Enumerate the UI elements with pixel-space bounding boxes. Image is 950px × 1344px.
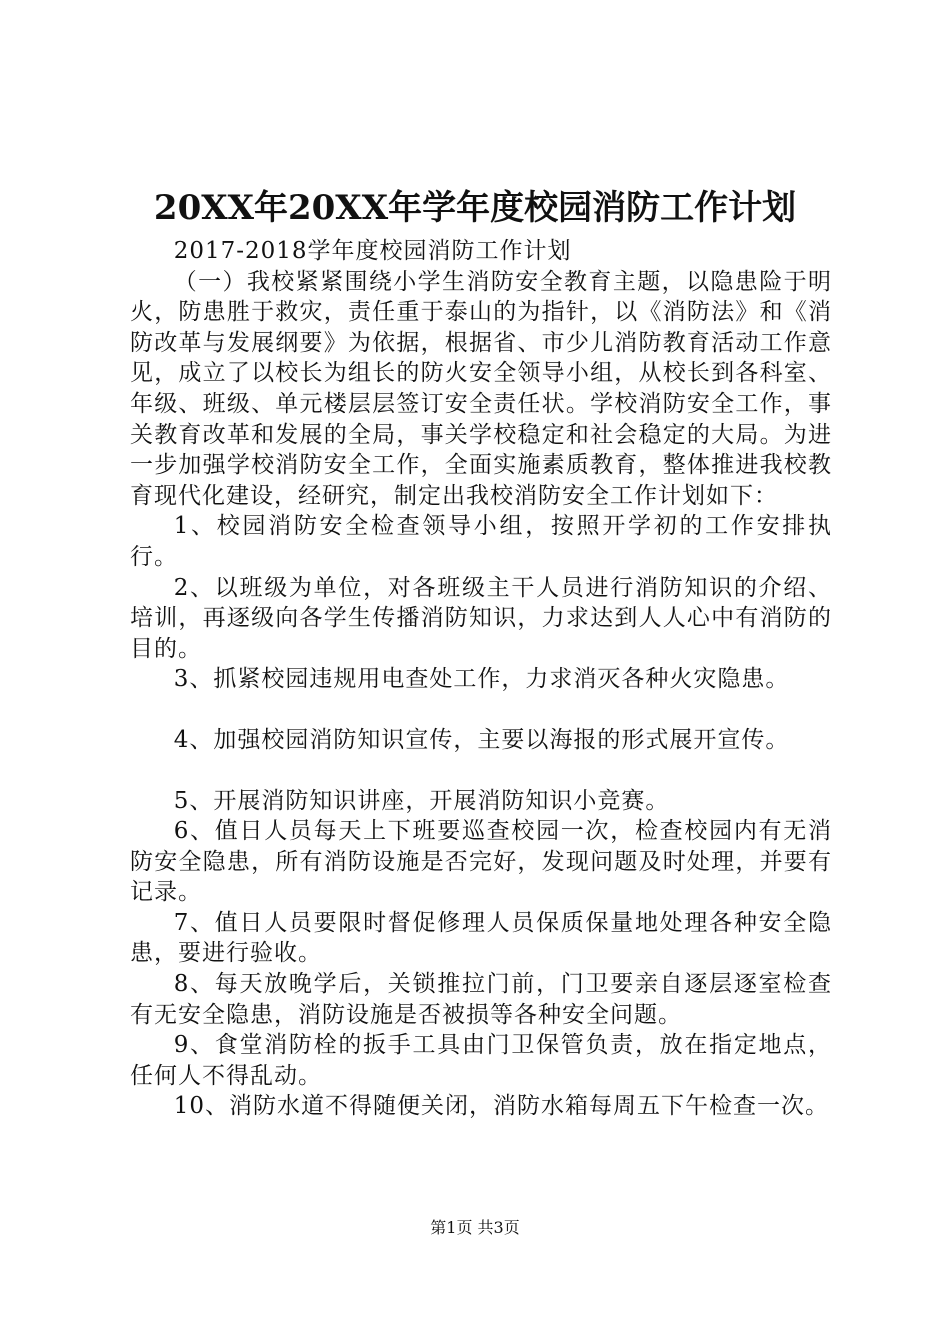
list-item-9: 9、食堂消防栓的扳手工具由门卫保管负责，放在指定地点，任何人不得乱动。 <box>130 1032 832 1089</box>
list-item-6: 6、值日人员每天上下班要巡查校园一次，检查校园内有无消防安全隐患，所有消防设施是否完好，发现问题及时处理，并要有记录。 <box>130 818 832 906</box>
list-item-8: 8、每天放晚学后，关锁推拉门前，门卫要亲自逐层逐室检查有无安全隐患，消防设施是否被损等各种安全问题。 <box>130 971 832 1028</box>
list-item-5: 5、开展消防知识讲座，开展消防知识小竞赛。 <box>173 787 670 814</box>
list-item-10: 10、消防水道不得随便关闭，消防水箱每周五下午检查一次。 <box>173 1093 829 1120</box>
list-item-1: 1、校园消防安全检查领导小组，按照开学初的工作安排执行。 <box>130 513 832 570</box>
intro-paragraph: （一）我校紧紧围绕小学生消防安全教育主题，以隐患险于明火，防患胜于救灾，责任重于泰山的为指针，以《消防法》和《消防改革与发展纲要》为依据，根据省、市少儿消防教育活动工作意见，成立了以校长为组长的防火安全领导小组，从校长到各科室、年级、班级、单元楼层层签订安全责任状。学校消防安全工作，事关教育改革和发展的全局，事关学校稳定和社会稳定的大局。为进一步加强学校消防安全工作，全面实施素质教育，整体推进我校教育现代化建设，经研究，制定出我校消防安全工作计划如下： <box>130 268 832 509</box>
document-title: 20XX年20XX年学年度校园消防工作计划 <box>153 188 797 228</box>
list-item-4: 4、加强校园消防知识宣传，主要以海报的形式展开宣传。 <box>173 726 790 753</box>
page-number-footer: 第1页 共3页 <box>430 1218 520 1237</box>
list-item-3: 3、抓紧校园违规用电查处工作，力求消灭各种火灾隐患。 <box>173 666 790 693</box>
subtitle-paragraph: 2017-2018学年度校园消防工作计划 <box>173 238 572 264</box>
list-item-2: 2、以班级为单位，对各班级主干人员进行消防知识的介绍、培训，再逐级向各学生传播消防知识，力求达到人人心中有消防的目的。 <box>130 574 832 662</box>
list-item-7: 7、值日人员要限时督促修理人员保质保量地处理各种安全隐患，要进行验收。 <box>130 909 832 967</box>
document-body <box>130 236 832 1122</box>
